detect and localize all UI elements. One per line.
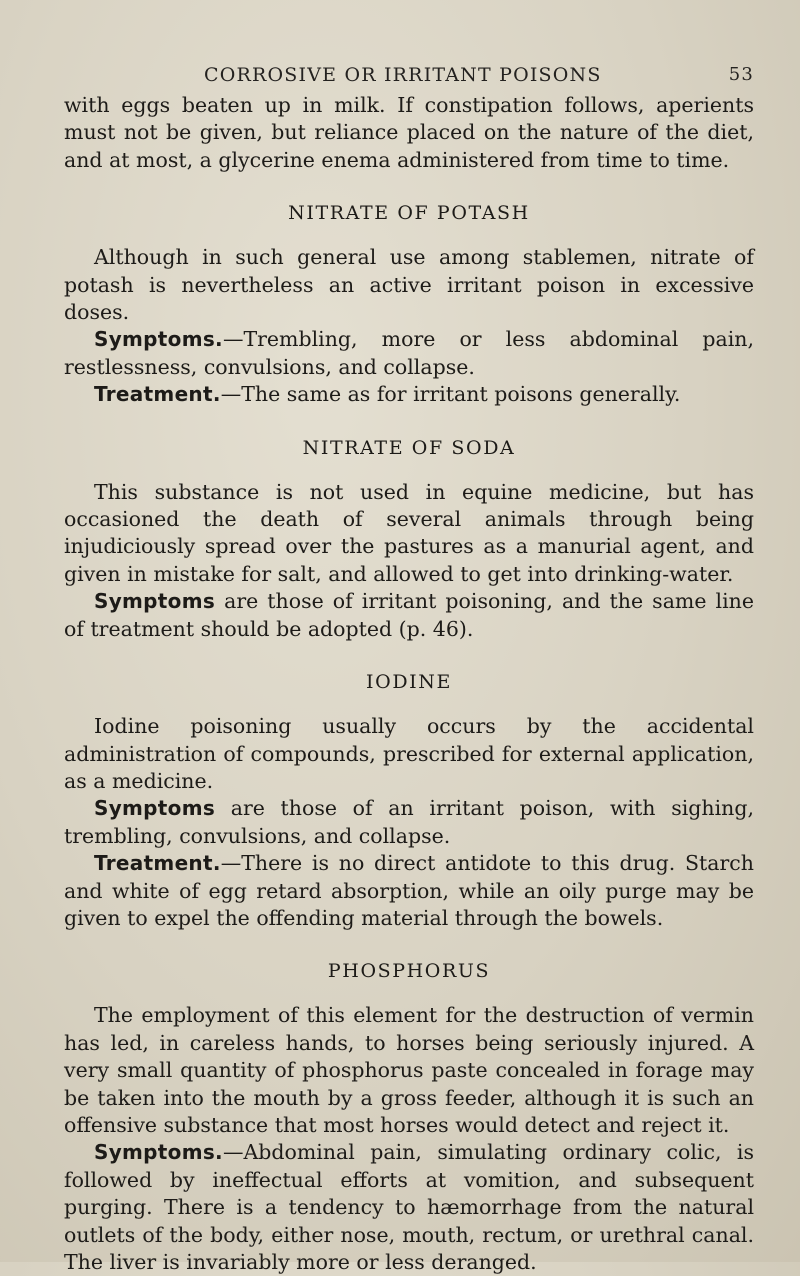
symptoms-lead: Symptoms	[94, 589, 216, 614]
continuation-paragraph: with eggs beaten up in milk. If constipation follows, aperients must not be given, but reliance placed on the nature of the diet, and at most, a glycerine enema administered from time to time.	[64, 93, 754, 172]
paragraph-iodine-intro: Iodine poisoning usually occurs by the accidental administration of compounds, prescribed for external application, as a medicine.	[64, 714, 754, 793]
symptoms-text: are those of an irritant poison, with sighing, trembling, convulsions, and collapse.	[64, 796, 754, 848]
treatment-text: —There is no direct antidote to this drug. Starch and white of egg retard absorption, while an oily purge may be given to expel the offending material through the bowels.	[64, 851, 754, 930]
symptoms-lead: Symptoms	[94, 796, 216, 821]
running-head	[204, 64, 754, 92]
section-heading-iodine: IODINE	[366, 671, 452, 694]
treatment-text: —The same as for irritant poisons generally.	[220, 382, 681, 407]
paragraph-potash-treatment	[64, 381, 754, 408]
paragraph-soda-symptoms	[64, 588, 754, 643]
symptoms-text: —Abdominal pain, simulating ordinary colic, is followed by ineffectual efforts at vomition, and subsequent purging. There is a tendency to hæmorrhage from the natural outlets of the body, either nose, mouth, rectum, or urethral canal. The liver is invariably more or less deranged.	[64, 1140, 754, 1274]
paragraph-soda-intro: This substance is not used in equine medicine, but has occasioned the death of several animals through being injudiciously spread over the pastures as a manurial agent, and given in mistake for salt, and allowed to get into drinking-water.	[64, 479, 754, 586]
page-number: 53	[728, 64, 754, 85]
symptoms-lead: Symptoms.	[94, 1140, 223, 1165]
running-head-title: CORROSIVE OR IRRITANT POISONS	[204, 64, 602, 86]
section-heading-phosphorus: PHOSPHORUS	[327, 960, 491, 983]
paragraph-phosphorus-intro: The employment of this element for the destruction of vermin has led, in careless hands, to horses being seriously injured. A very small quantity of phosphorus paste concealed in forage may be taken into the mouth by a gross feeder, although it is such an offensive substance that most horses would detect and reject it.	[64, 1003, 754, 1137]
paragraph-potash-intro: Although in such general use among stablemen, nitrate of potash is nevertheless an active irritant poison in excessive doses.	[64, 245, 754, 325]
paragraph-potash-symptoms	[64, 326, 754, 381]
section-heading-nitrate-of-potash: NITRATE OF POTASH	[288, 202, 530, 225]
book-page	[64, 64, 754, 1276]
paragraph-phosphorus-symptoms	[64, 1139, 754, 1276]
section-heading-nitrate-of-soda: NITRATE OF SODA	[302, 436, 516, 459]
paragraph-iodine-treatment	[64, 850, 754, 932]
symptoms-text: are those of irritant poisoning, and the same line of treatment should be adopted (p. 46).	[64, 589, 754, 641]
treatment-lead: Treatment.	[94, 382, 221, 407]
symptoms-lead: Symptoms.	[94, 327, 223, 352]
paragraph-iodine-symptoms	[64, 795, 754, 850]
symptoms-text: —Trembling, more or less abdominal pain, restlessness, convulsions, and collapse.	[64, 327, 754, 379]
treatment-lead: Treatment.	[94, 851, 221, 876]
